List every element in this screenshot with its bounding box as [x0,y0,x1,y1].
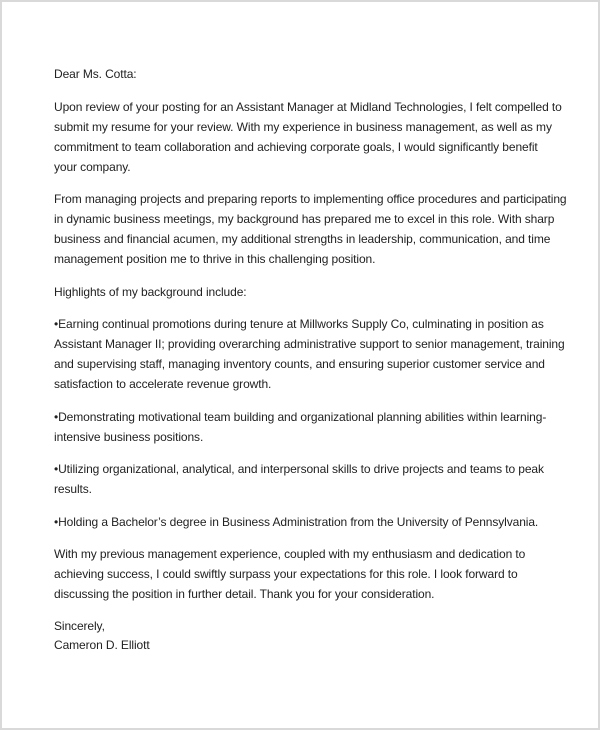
paragraph [54,314,574,394]
paragraph [54,459,574,499]
text-line: and supervising staff, managing inventory counts, and ensuring superior customer service and [54,357,545,371]
text-line: With my previous management experience, coupled with my enthusiasm and dedication to [54,547,526,561]
closing: Sincerely, [54,618,105,633]
paragraph [54,282,574,302]
text-line: •Utilizing organizational, analytical, and interpersonal skills to drive projects and teams to peak [54,462,544,476]
closing-block [54,617,574,655]
paragraph [54,407,574,447]
text-line: •Earning continual promotions during tenure at Millworks Supply Co, culminating in position as [54,317,544,331]
paragraph [54,512,574,532]
text-line: Assistant Manager II; providing overarching administrative support to senior management, training [54,337,565,351]
text-line: Upon review of your posting for an Assistant Manager at Midland Technologies, I felt compelled to [54,99,562,114]
text-line: intensive business positions. [54,429,204,444]
text-line: achieving success, I could swiftly surpass your expectations for this role. I look forward to [54,567,518,581]
text-line: your company. [54,159,131,174]
salutation: Dear Ms. Cotta: [54,67,137,81]
text-line: in dynamic business meetings, my background has prepared me to excel in this role. With sharp [54,212,555,226]
text-line: submit my resume for your review. With my experience in business management, as well as my [54,119,552,134]
signature-name: Cameron D. Elliott [54,637,150,652]
paragraph [54,97,574,177]
text-line: management position me to thrive in this challenging position. [54,252,376,266]
letter-body [54,97,574,605]
text-line: •Holding a Bachelor’s degree in Business Administration from the University of Pennsylvania. [54,514,539,529]
text-line: results. [54,482,92,496]
text-line: commitment to team collaboration and achieving corporate goals, I would significantly benefit [54,139,538,154]
paragraph [54,189,574,269]
text-line: business and financial acumen, my additional strengths in leadership, communication, and time [54,232,551,246]
paragraph [54,544,574,604]
text-line: •Demonstrating motivational team building and organizational planning abilities within learning- [54,409,547,424]
text-line: discussing the position in further detail. Thank you for your consideration. [54,587,435,601]
text-line: Highlights of my background include: [54,284,247,299]
cover-letter [54,64,574,655]
text-line: From managing projects and preparing reports to implementing office procedures and participating [54,192,567,206]
text-line: satisfaction to accelerate revenue growth. [54,377,272,391]
